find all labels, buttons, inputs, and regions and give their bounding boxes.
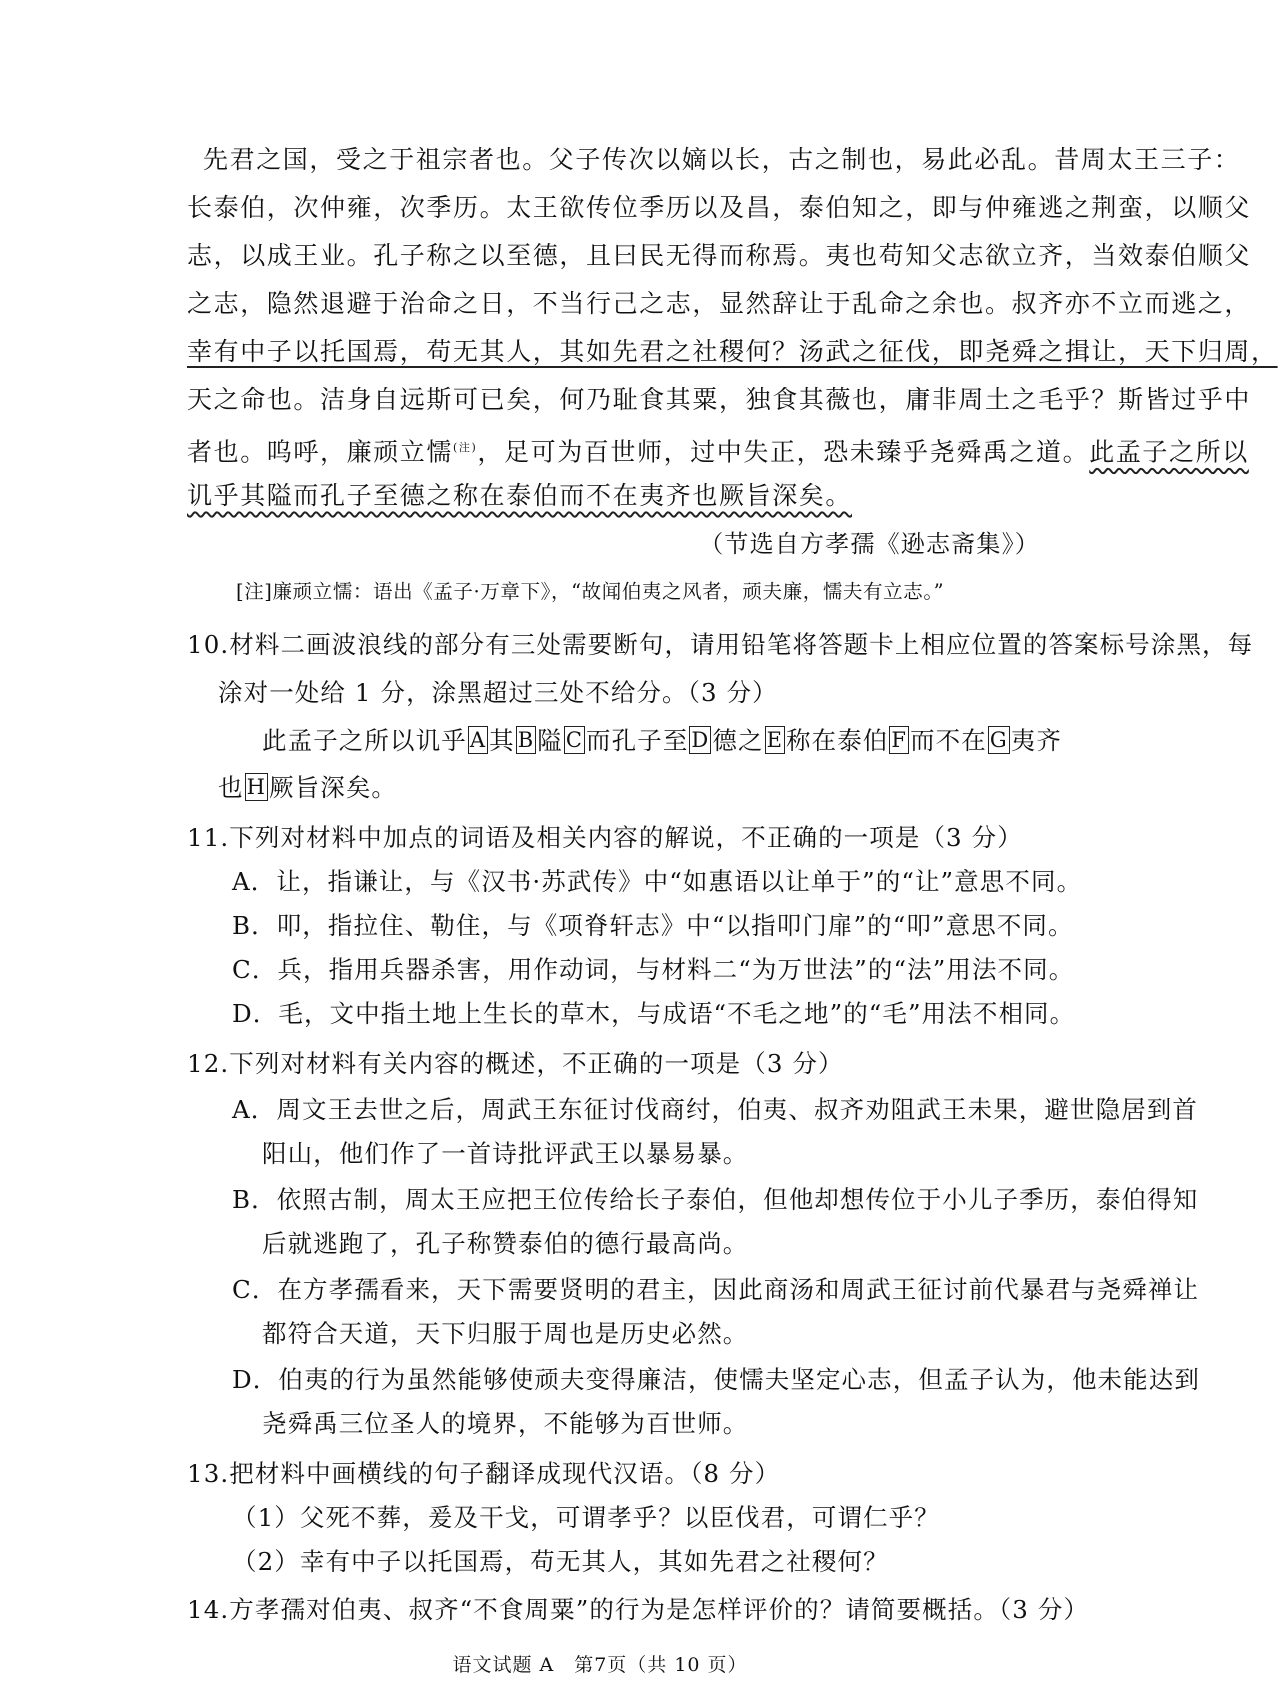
question-13-text: 把材料中画横线的句子翻译成现代汉语。（8 分） xyxy=(229,1459,781,1488)
wavy-line-segment-1: 此孟子之所以 xyxy=(1089,437,1249,467)
option-11-d[interactable]: D．毛，文中指土地上生长的草木，与成语“不毛之地”的“毛”用法不相同。 xyxy=(232,999,1076,1028)
passage-line-2: 长泰伯，次仲雍，次季历。太王欲传位季历以及昌，泰伯知之，即与仲雍逃之荆蛮，以顺父 xyxy=(187,193,1252,222)
question-number: 10. xyxy=(187,630,230,659)
option-11-a[interactable]: A．让，指谦让，与《汉书·苏武传》中“如惠语以让单于”的“让”意思不同。 xyxy=(232,867,1083,896)
segment: 此孟子之所以讥乎 xyxy=(262,726,467,755)
box-f[interactable]: F xyxy=(891,728,908,752)
question-10-sentence-line-2 xyxy=(218,768,397,808)
question-14-text: 方孝孺对伯夷、叔齐“不食周粟”的行为是怎样评价的？请简要概括。（3 分） xyxy=(229,1595,1090,1624)
question-12-text: 下列对材料有关内容的概述，不正确的一项是（3 分） xyxy=(229,1049,844,1078)
question-number: 11. xyxy=(187,823,230,852)
passage-line-7-part-2: ，足可为百世师，过中失正，恐未臻乎尧舜禹之道。 xyxy=(477,437,1090,467)
option-line: C．在方孝孺看来，天下需要贤明的君主，因此商汤和周武王征讨前代暴君与尧舜禅让 xyxy=(232,1275,1200,1304)
passage-line-6: 天之命也。洁身自远斯可已矣，何乃耻食其粟，独食其薇也，庸非周土之毛乎？斯皆过乎中 xyxy=(187,385,1252,414)
segment: 德之 xyxy=(712,726,764,755)
question-11-text: 下列对材料中加点的词语及相关内容的解说，不正确的一项是（3 分） xyxy=(229,823,1023,852)
option-line: A．周文王去世之后，周武王东征讨伐商纣，伯夷、叔齐劝阻武王未果，避世隐居到首 xyxy=(232,1095,1198,1124)
question-10-text-1: 材料二画波浪线的部分有三处需要断句，请用铅笔将答题卡上相应位置的答案标号涂黑，每 xyxy=(229,630,1254,659)
box-g[interactable]: G xyxy=(989,728,1008,752)
option-line: D．伯夷的行为虽然能够使顽夫变得廉洁，使懦夫坚定心志，但孟子认为，他未能达到 xyxy=(232,1365,1200,1394)
option-line: 尧舜禹三位圣人的境界，不能够为百世师。 xyxy=(262,1409,749,1438)
box-h[interactable]: H xyxy=(246,775,267,799)
option-line: 都符合天道，天下归服于周也是历史必然。 xyxy=(262,1319,749,1348)
question-number: 13. xyxy=(187,1459,230,1488)
question-13-item-1: （1）父死不葬，爰及干戈，可谓孝乎？以臣伐君，可谓仁乎？ xyxy=(232,1503,940,1532)
segment: 夷齐 xyxy=(1010,726,1062,755)
question-13-stem xyxy=(187,1454,780,1494)
passage-line-7 xyxy=(187,428,1249,472)
question-10-text-2: 涂对一处给 1 分，涂黑超过三处不给分。（3 分） xyxy=(218,678,778,707)
option-11-c[interactable]: C．兵，指用兵器杀害，用作动词，与材料二“为万世法”的“法”用法不同。 xyxy=(232,955,1075,984)
segment: 也 xyxy=(218,773,244,802)
box-a[interactable]: A xyxy=(469,728,487,752)
question-10-line-1 xyxy=(187,625,1253,665)
segment: 厥旨深矣。 xyxy=(269,773,398,802)
page-footer: 语文试题 A 第7页（共 10 页） xyxy=(452,1654,748,1676)
question-number: 12. xyxy=(187,1049,230,1078)
passage-line-7-part-1: 者也。呜呼，廉顽立懦 xyxy=(187,437,454,467)
wavy-line-segment-2: 讥乎其隘而孔子至德之称在泰伯而不在夷齐也厥旨深矣。 xyxy=(187,481,853,510)
question-13-item-2: （2）幸有中子以托国焉，苟无其人，其如先君之社稷何？ xyxy=(232,1547,889,1576)
passage-line-4: 之志，隐然退避于治命之日，不当行己之志，显然辞让于乱命之余也。叔齐亦不立而逃之， xyxy=(187,289,1252,318)
passage-note: [注]廉顽立懦：语出《孟子·万章下》，“故闻伯夷之风者，顽夫廉，懦夫有立志。” xyxy=(236,580,945,603)
question-10-sentence-line-1 xyxy=(262,721,1062,761)
option-line: 后就逃跑了，孔子称赞泰伯的德行最高尚。 xyxy=(262,1229,749,1258)
passage-line-5-underlined: 幸有中子以托国焉，苟无其人，其如先君之社稷何？汤武之征伐，即尧舜之揖让，天下归周， xyxy=(187,337,1278,366)
segment: 称在泰伯 xyxy=(786,726,889,755)
question-12-stem xyxy=(187,1044,844,1084)
segment: 其 xyxy=(489,726,515,755)
question-number: 14. xyxy=(187,1595,230,1624)
segment: 而孔子至 xyxy=(586,726,689,755)
segment: 隘 xyxy=(537,726,563,755)
option-line: 阳山，他们作了一首诗批评武王以暴易暴。 xyxy=(262,1139,749,1168)
option-11-b[interactable]: B．叩，指拉住、勒住，与《项脊轩志》中“以指叩门扉”的“叩”意思不同。 xyxy=(232,911,1074,940)
box-c[interactable]: C xyxy=(565,728,584,752)
box-e[interactable]: E xyxy=(766,728,783,752)
box-d[interactable]: D xyxy=(691,728,710,752)
option-line: B．依照古制，周太王应把王位传给长子泰伯，但他却想传位于小儿子季历，泰伯得知 xyxy=(232,1185,1199,1214)
box-b[interactable]: B xyxy=(517,728,535,752)
segment: 而不在 xyxy=(910,726,987,755)
question-14-stem xyxy=(187,1590,1089,1630)
passage-line-1: 先君之国，受之于祖宗者也。父子传次以嫡以长，古之制也，易此必乱。昔周太王三子： xyxy=(203,145,1241,174)
passage-line-3: 志，以成王业。孔子称之以至德，且曰民无得而称焉。夷也苟知父志欲立齐，当效泰伯顺父 xyxy=(187,241,1252,270)
note-marker: (注) xyxy=(453,441,478,454)
question-11-stem xyxy=(187,818,1023,858)
passage-source: （节选自方孝孺《逊志斋集》） xyxy=(699,530,1040,558)
